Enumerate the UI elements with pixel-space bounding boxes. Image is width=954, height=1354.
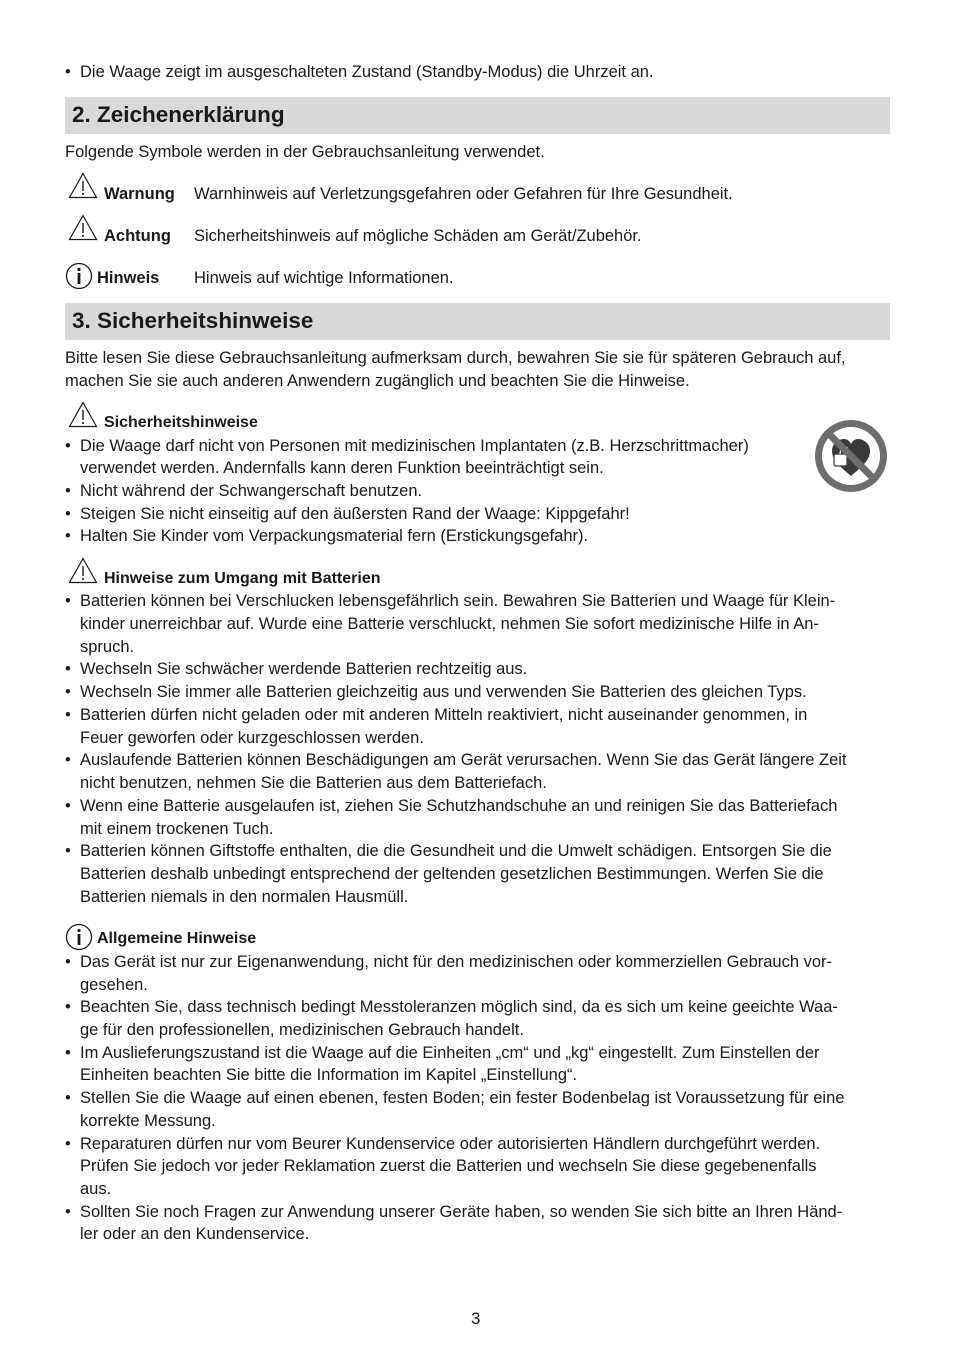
general-bullet-line: Reparaturen dürfen nur vom Beurer Kundenservice oder autorisierten Händlern durchgeführt werden. xyxy=(80,1135,821,1153)
bullet-dot: • xyxy=(65,953,71,971)
general-bullet-line: Im Auslieferungszustand ist die Waage auf die Einheiten „cm“ und „kg“ eingestellt. Zum Einstellen der xyxy=(80,1044,820,1062)
symbol-label-achtung: Achtung xyxy=(104,227,171,245)
batteries-bullet-line: Batterien niemals in den normalen Hausmüll. xyxy=(80,888,409,906)
bullet-dot: • xyxy=(65,437,71,455)
symbol-label-hinweis: Hinweis xyxy=(97,269,160,287)
batteries-bullet-line: nicht benutzen, nehmen Sie die Batterien aus dem Batteriefach. xyxy=(80,774,547,792)
warning-triangle-icon xyxy=(68,557,98,584)
batteries-bullet-line: Wechseln Sie immer alle Batterien gleichzeitig aus und verwenden Sie Batterien des gleichen Typs. xyxy=(80,683,807,701)
general-bullet-line: aus. xyxy=(80,1180,112,1198)
section-3-heading: 3. Sicherheitshinweise xyxy=(72,308,314,333)
bullet-dot: • xyxy=(65,998,71,1016)
safety-bullet-line: Die Waage darf nicht von Personen mit medizinischen Implantaten (z.B. Herzschrittmacher) xyxy=(80,437,749,455)
bullet-dot: • xyxy=(65,1044,71,1062)
general-bullet-line: Sollten Sie noch Fragen zur Anwendung unserer Geräte haben, so wenden Sie sich bitte an Ihren Händ- xyxy=(80,1203,843,1221)
batteries-bullet-line: spruch. xyxy=(80,638,135,656)
general-bullet-line: Einheiten beachten Sie bitte die Information im Kapitel „Einstellung“. xyxy=(80,1066,578,1084)
symbol-desc-hinweis: Hinweis auf wichtige Informationen. xyxy=(194,269,454,287)
page-number: 3 xyxy=(471,1309,481,1328)
section-3-intro-line: machen Sie sie auch anderen Anwendern zugänglich und beachten Sie die Hinweise. xyxy=(65,372,690,390)
bullet-dot: • xyxy=(65,505,71,523)
bullet-dot: • xyxy=(65,706,71,724)
section-2-heading-bar xyxy=(65,97,890,134)
general-bullet-line: Beachten Sie, dass technisch bedingt Messtoleranzen möglich sind, da es sich um keine geeichte Waa- xyxy=(80,998,838,1016)
warning-triangle-icon xyxy=(68,214,98,241)
bullet-dot: • xyxy=(65,1089,71,1107)
general-bullet-line: ler oder an den Kundenservice. xyxy=(80,1225,310,1243)
bullet-dot: • xyxy=(65,482,71,500)
section-2-intro: Folgende Symbole werden in der Gebrauchsanleitung verwendet. xyxy=(65,143,545,161)
general-bullet-line: korrekte Messung. xyxy=(80,1112,216,1130)
general-bullet-line: Das Gerät ist nur zur Eigenanwendung, nicht für den medizinischen oder kommerziellen Gebrauch vor- xyxy=(80,953,833,971)
symbol-desc-warnung: Warnhinweis auf Verletzungsgefahren oder Gefahren für Ihre Gesundheit. xyxy=(194,185,733,203)
bullet-dot: • xyxy=(65,797,71,815)
section-2-heading: 2. Zeichenerklärung xyxy=(72,102,285,127)
section-3-intro-line: Bitte lesen Sie diese Gebrauchsanleitung aufmerksam durch, bewahren Sie sie für späteren Gebrauch auf, xyxy=(65,349,846,367)
batteries-bullet-line: Wechseln Sie schwächer werdende Batterien rechtzeitig aus. xyxy=(80,660,528,678)
intro-bullet-text: Die Waage zeigt im ausgeschalteten Zustand (Standby-Modus) die Uhrzeit an. xyxy=(80,63,654,81)
general-bullet-line: ge für den professionellen, medizinischen Gebrauch handelt. xyxy=(80,1021,524,1039)
bullet-dot: • xyxy=(65,842,71,860)
safety-bullet-line: verwendet werden. Andernfalls kann deren Funktion beeinträchtigt sein. xyxy=(80,459,604,477)
bullet-dot: • xyxy=(65,63,71,81)
safety-bullet-line: Halten Sie Kinder vom Verpackungsmaterial fern (Erstickungsgefahr). xyxy=(80,527,589,545)
batteries-bullet-line: Feuer geworfen oder kurzgeschlossen werden. xyxy=(80,729,424,747)
batteries-bullet-line: mit einem trockenen Tuch. xyxy=(80,820,274,838)
bullet-dot: • xyxy=(65,1135,71,1153)
symbol-desc-achtung: Sicherheitshinweis auf mögliche Schäden am Gerät/Zubehör. xyxy=(194,227,642,245)
batteries-bullet-line: Auslaufende Batterien können Beschädigungen am Gerät verursachen. Wenn Sie das Gerät längere Zeit xyxy=(80,751,847,769)
general-title: Allgemeine Hinweise xyxy=(97,930,257,947)
batteries-bullet-line: kinder unerreichbar auf. Wurde eine Batterie verschluckt, nehmen Sie sofort medizinische Hilfe in An- xyxy=(80,615,819,633)
bullet-dot: • xyxy=(65,683,71,701)
bullet-dot: • xyxy=(65,660,71,678)
batteries-bullet-line: Batterien können bei Verschlucken lebensgefährlich sein. Bewahren Sie Batterien und Waage für Klein- xyxy=(80,592,836,610)
batteries-bullet-line: Batterien können Giftstoffe enthalten, die die Gesundheit und die Umwelt schädigen. Entsorgen Sie die xyxy=(80,842,832,860)
safety-title: Sicherheitshinweise xyxy=(104,414,258,431)
pacemaker-prohibited-icon xyxy=(812,418,890,494)
bullet-dot: • xyxy=(65,527,71,545)
info-circle-icon xyxy=(65,923,93,951)
warning-triangle-icon xyxy=(68,401,98,428)
section-3-heading-bar xyxy=(65,303,890,340)
bullet-dot: • xyxy=(65,751,71,769)
general-bullet-line: Stellen Sie die Waage auf einen ebenen, festen Boden; ein fester Bodenbelag ist Voraussetzung für eine xyxy=(80,1089,845,1107)
symbol-label-warnung: Warnung xyxy=(104,185,175,203)
general-bullet-line: Prüfen Sie jedoch vor jeder Reklamation zuerst die Batterien und wechseln Sie diese gegebenenfalls xyxy=(80,1157,817,1175)
general-bullet-line: gesehen. xyxy=(80,976,148,994)
safety-bullet-line: Steigen Sie nicht einseitig auf den äußersten Rand der Waage: Kippgefahr! xyxy=(80,505,630,523)
warning-triangle-icon xyxy=(68,172,98,199)
batteries-title: Hinweise zum Umgang mit Batterien xyxy=(104,570,381,587)
batteries-bullet-line: Wenn eine Batterie ausgelaufen ist, ziehen Sie Schutzhandschuhe an und reinigen Sie das Batteriefach xyxy=(80,797,838,815)
batteries-bullet-line: Batterien deshalb unbedingt entsprechend der geltenden gesetzlichen Bestimmungen. Werfen Sie die xyxy=(80,865,824,883)
bullet-dot: • xyxy=(65,1203,71,1221)
bullet-dot: • xyxy=(65,592,71,610)
batteries-bullet-line: Batterien dürfen nicht geladen oder mit anderen Mitteln reaktiviert, nicht auseinander genommen, in xyxy=(80,706,808,724)
safety-bullet-line: Nicht während der Schwangerschaft benutzen. xyxy=(80,482,423,500)
info-circle-icon xyxy=(65,262,93,290)
